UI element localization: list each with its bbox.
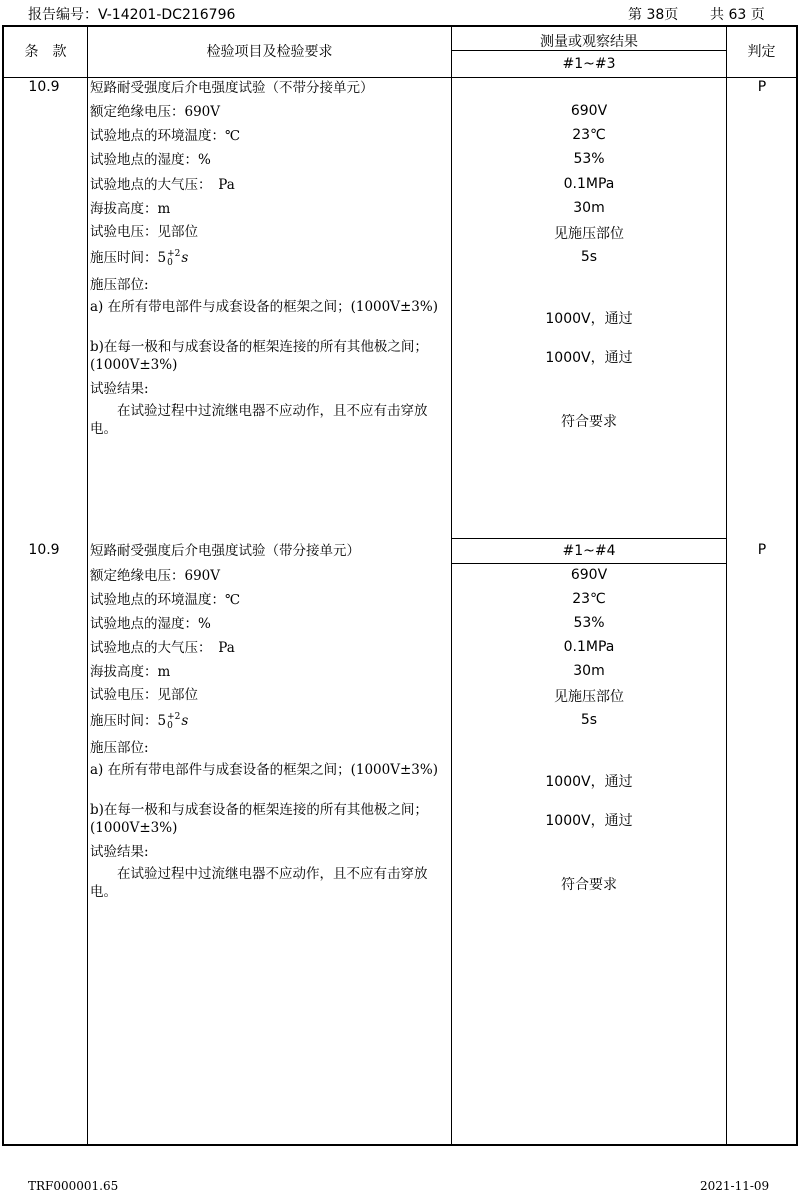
page-number: 第 38页 bbox=[628, 7, 679, 23]
part-b-value: 1000V，通过 bbox=[545, 350, 633, 366]
part-b-value: 1000V，通过 bbox=[545, 813, 633, 829]
test-voltage-value: 见施压部位 bbox=[554, 689, 624, 705]
ambient-temp-label: 试验地点的环境温度：℃ bbox=[90, 592, 241, 608]
duration-value: 5s bbox=[580, 249, 598, 265]
page-total: 共 63 页 bbox=[710, 7, 765, 23]
parts-label: 施压部位: bbox=[90, 740, 149, 756]
pressure-value: 0.1MPa bbox=[563, 176, 615, 192]
header-verdict: 判定 bbox=[747, 44, 776, 60]
sample-label: #1~#4 bbox=[562, 543, 616, 559]
humidity-label: 试验地点的湿度：% bbox=[90, 616, 211, 632]
pressure-value: 0.1MPa bbox=[563, 639, 615, 655]
part-a: a) 在所有带电部件与成套设备的框架之间；(1000V±3%) bbox=[90, 762, 438, 778]
part-a-value: 1000V，通过 bbox=[545, 774, 633, 790]
part-a: a) 在所有带电部件与成套设备的框架之间；(1000V±3%) bbox=[90, 299, 438, 315]
rated-voltage-label: 额定绝缘电压：690V bbox=[90, 104, 221, 120]
result-text: 在试验过程中过流继电器不应动作，且不应有击穿放电。 bbox=[90, 866, 428, 900]
form-date: 2021-11-09 bbox=[700, 1179, 770, 1193]
humidity-label: 试验地点的湿度：% bbox=[90, 152, 211, 168]
part-b: b)在每一极和与成套设备的框架连接的所有其他极之间；(1000V±3%) bbox=[90, 802, 428, 836]
report-number: 报告编号：V-14201-DC216796 bbox=[28, 7, 236, 23]
result-label: 试验结果: bbox=[90, 381, 149, 397]
pressure-label: 试验地点的大气压： Pa bbox=[90, 640, 235, 656]
verdict: P bbox=[757, 79, 767, 95]
humidity-value: 53% bbox=[573, 615, 605, 631]
header-sample: #1~#3 bbox=[562, 56, 616, 72]
duration-value: 5s bbox=[580, 712, 598, 728]
test-title: 短路耐受强度后介电强度试验（不带分接单元） bbox=[90, 80, 374, 96]
ambient-temp-value: 23℃ bbox=[572, 127, 606, 143]
ambient-temp-value: 23℃ bbox=[572, 591, 606, 607]
clause-number: 10.9 bbox=[28, 542, 60, 558]
test-voltage-label: 试验电压：见部位 bbox=[90, 687, 198, 703]
header-results: 测量或观察结果 bbox=[540, 34, 638, 50]
duration-label: 施压时间：5 +2 0 s bbox=[90, 248, 189, 268]
altitude-label: 海拔高度：m bbox=[90, 664, 171, 680]
altitude-value: 30m bbox=[573, 200, 605, 216]
rated-voltage-value: 690V bbox=[570, 567, 608, 583]
test-voltage-value: 见施压部位 bbox=[554, 226, 624, 242]
clause-number: 10.9 bbox=[28, 79, 60, 95]
part-a-value: 1000V，通过 bbox=[545, 311, 633, 327]
ambient-temp-label: 试验地点的环境温度：℃ bbox=[90, 128, 241, 144]
result-value: 符合要求 bbox=[561, 414, 617, 430]
altitude-label: 海拔高度：m bbox=[90, 201, 171, 217]
result-text: 在试验过程中过流继电器不应动作，且不应有击穿放电。 bbox=[90, 403, 428, 437]
humidity-value: 53% bbox=[573, 151, 605, 167]
result-label: 试验结果: bbox=[90, 844, 149, 860]
duration-label: 施压时间：5 +2 0 s bbox=[90, 711, 189, 731]
parts-label: 施压部位: bbox=[90, 277, 149, 293]
result-value: 符合要求 bbox=[561, 877, 617, 893]
pressure-label: 试验地点的大气压： Pa bbox=[90, 177, 235, 193]
part-b: b)在每一极和与成套设备的框架连接的所有其他极之间；(1000V±3%) bbox=[90, 339, 428, 373]
test-voltage-label: 试验电压：见部位 bbox=[90, 224, 198, 240]
altitude-value: 30m bbox=[573, 663, 605, 679]
rated-voltage-value: 690V bbox=[570, 103, 608, 119]
rated-voltage-label: 额定绝缘电压：690V bbox=[90, 568, 221, 584]
header-clause: 条 款 bbox=[24, 44, 67, 60]
form-number: TRF000001.65 bbox=[28, 1179, 119, 1193]
verdict: P bbox=[757, 542, 767, 558]
header-items: 检验项目及检验要求 bbox=[206, 44, 333, 60]
test-title: 短路耐受强度后介电强度试验（带分接单元） bbox=[90, 543, 360, 559]
